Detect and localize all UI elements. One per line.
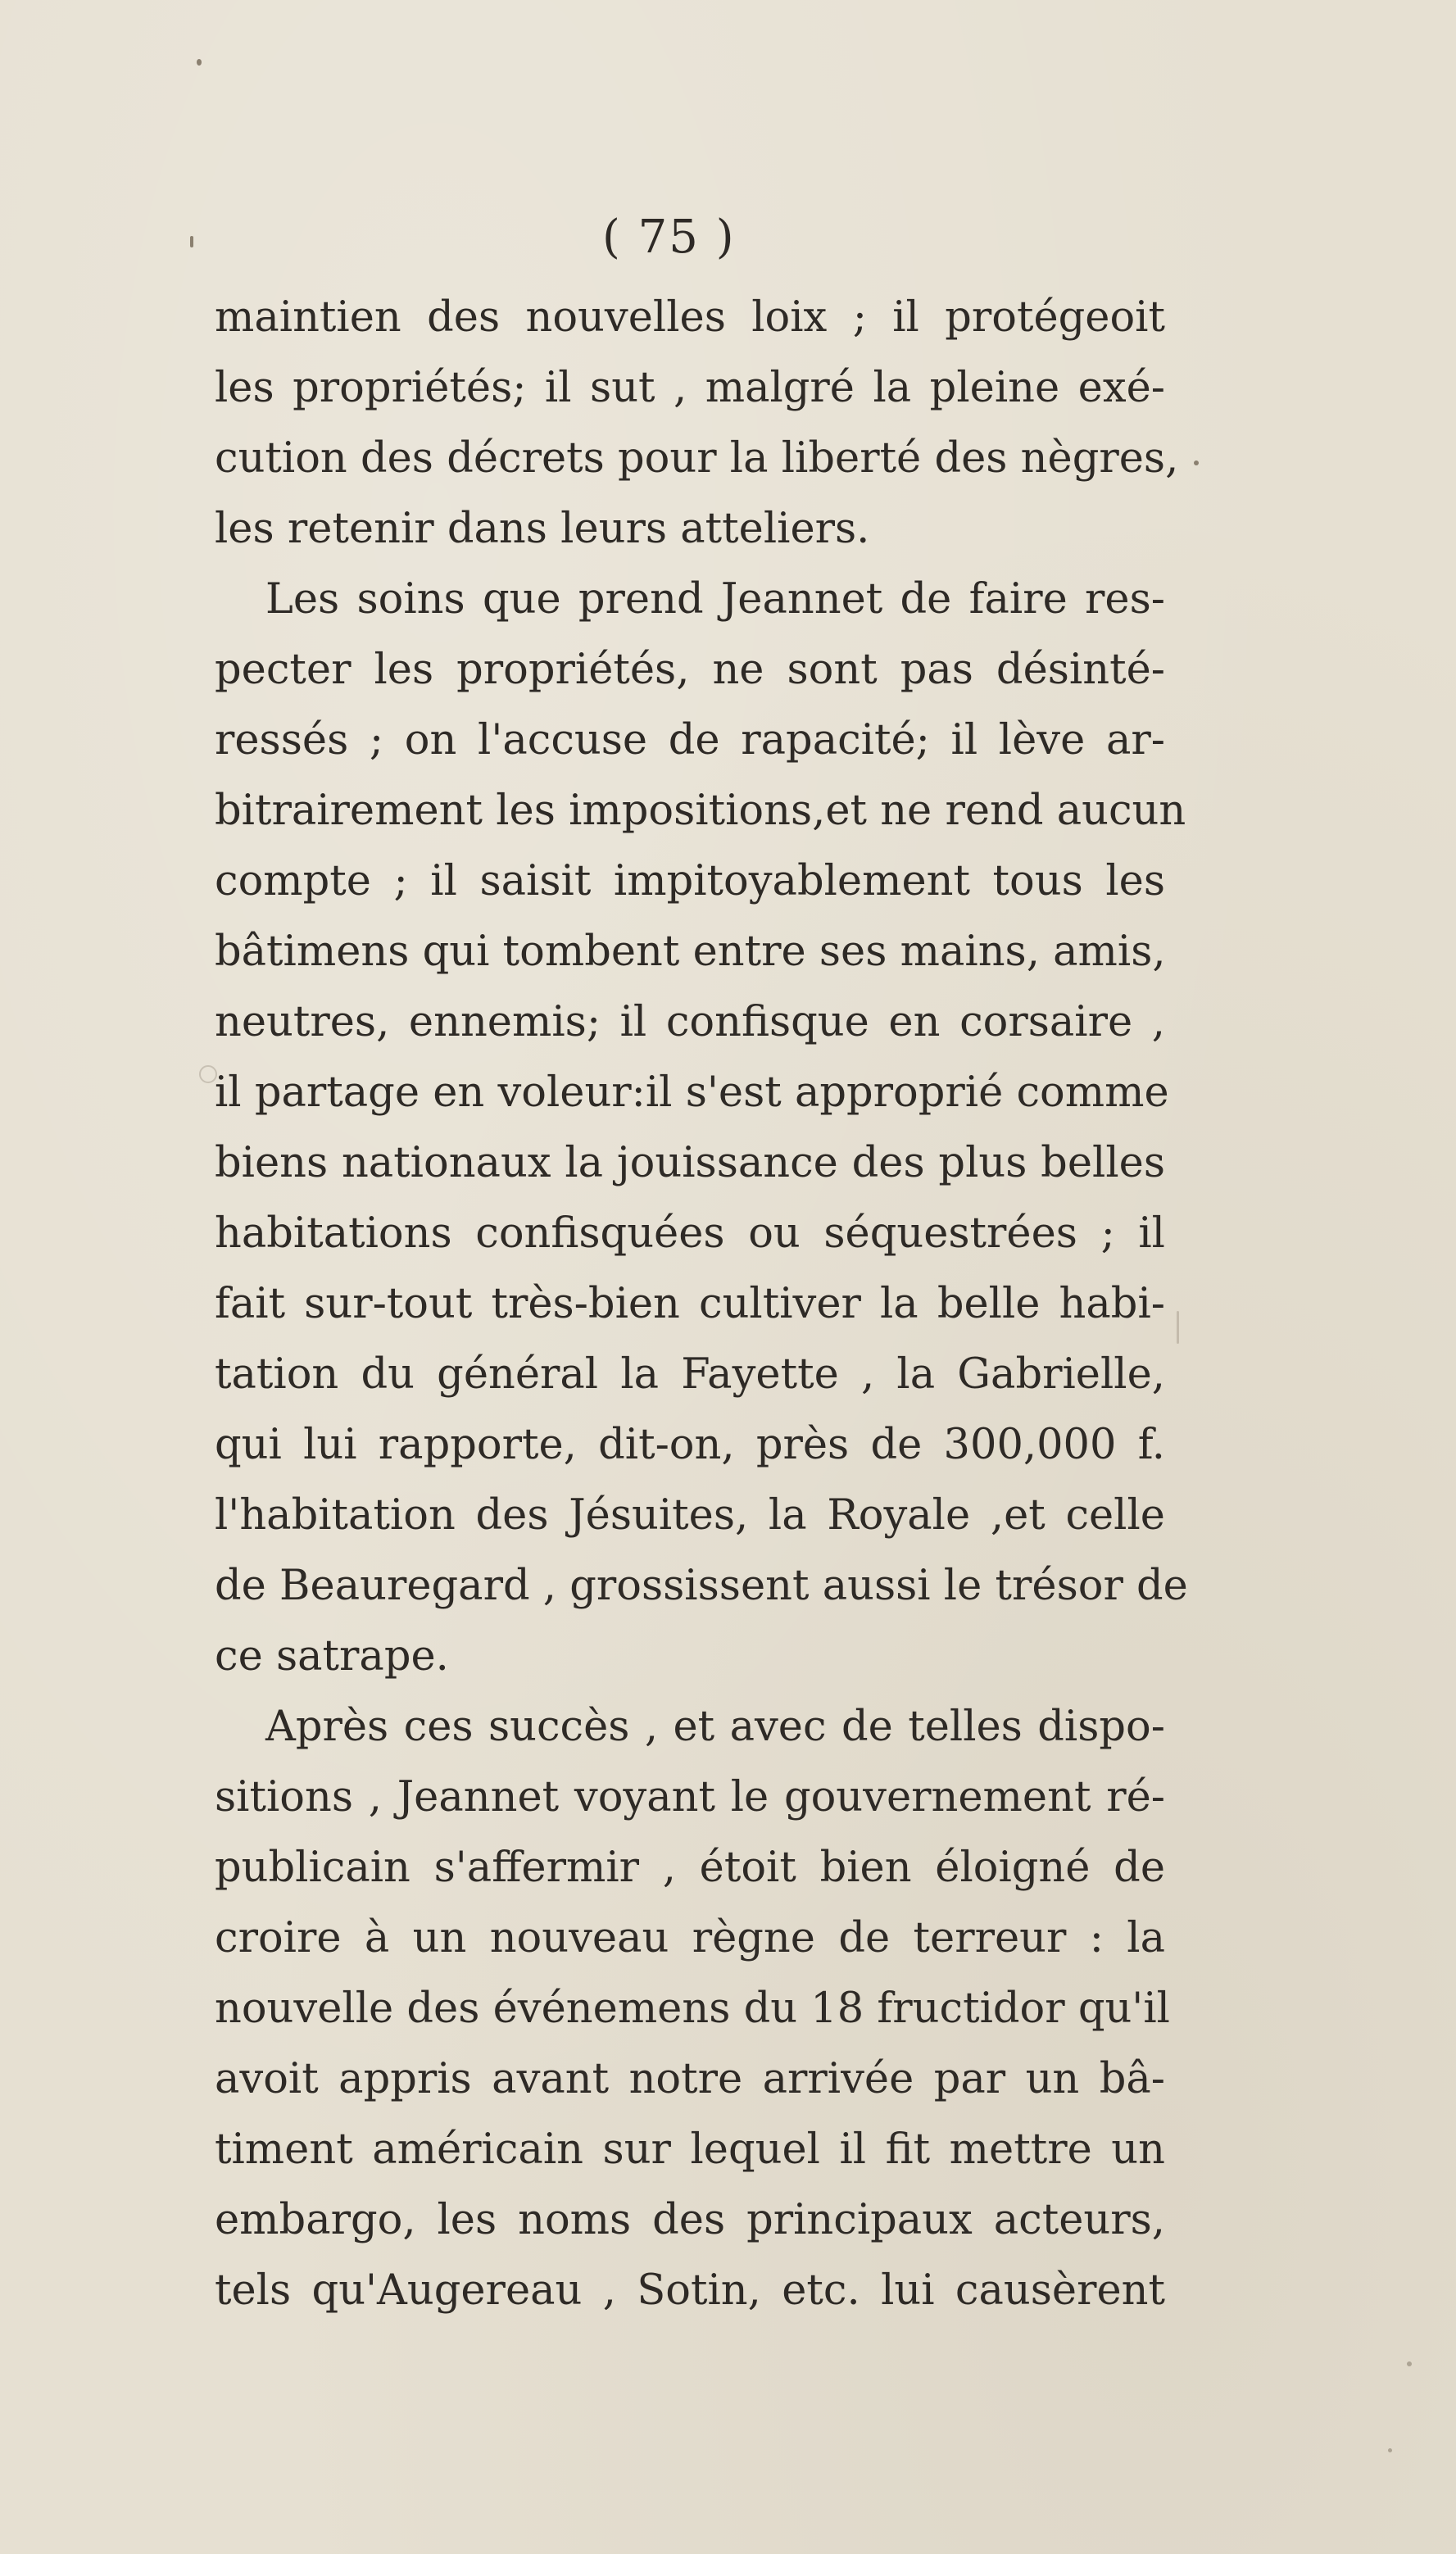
text-line: timent américain sur lequel il fit mettre un xyxy=(215,2125,1165,2174)
paper-speck xyxy=(1407,2361,1412,2366)
text-line: embargo, les noms des principaux acteurs, xyxy=(215,2196,1165,2244)
text-line: il partage en voleur:il s'est approprié comme xyxy=(215,1068,1169,1117)
text-line: bitrairement les impositions,et ne rend aucun xyxy=(215,787,1186,835)
paper-speck xyxy=(1194,460,1199,465)
text-line: bâtimens qui tombent entre ses mains, amis, xyxy=(215,928,1166,976)
page-number: ( 75 ) xyxy=(602,211,736,264)
paper-speck xyxy=(1177,1311,1179,1344)
paper-speck xyxy=(190,236,193,247)
text-line: l'habitation des Jésuites, la Royale ,et celle xyxy=(215,1491,1165,1540)
text-line: Après ces succès , et avec de telles dispo- xyxy=(265,1703,1165,1751)
text-line: les propriétés; il sut , malgré la pleine exé- xyxy=(215,364,1165,412)
text-line: cution des décrets pour la liberté des nègres, xyxy=(215,434,1179,483)
text-line: nouvelle des événemens du 18 fructidor qu'il xyxy=(215,1985,1170,2033)
text-line: les retenir dans leurs atteliers. xyxy=(215,505,870,553)
text-line: avoit appris avant notre arrivée par un bâ- xyxy=(215,2055,1165,2103)
body-text xyxy=(215,283,1188,2326)
text-line: tels qu'Augereau , Sotin, etc. lui causèrent xyxy=(215,2266,1165,2315)
text-line: maintien des nouvelles loix ; il protégeoit xyxy=(215,293,1165,342)
text-line: de Beauregard , grossissent aussi le trésor de xyxy=(215,1562,1188,1610)
text-line: biens nationaux la jouissance des plus belles xyxy=(215,1139,1165,1187)
text-line: habitations confisquées ou séquestrées ; il xyxy=(215,1209,1165,1258)
text-line: neutres, ennemis; il confisque en corsaire , xyxy=(215,998,1165,1046)
text-line: tation du général la Fayette , la Gabrielle, xyxy=(215,1350,1165,1399)
text-line: compte ; il saisit impitoyablement tous les xyxy=(215,857,1165,905)
text-line: sitions , Jeannet voyant le gouvernement ré- xyxy=(215,1773,1165,1821)
text-line: pecter les propriétés, ne sont pas désinté- xyxy=(215,646,1165,694)
text-line: Les soins que prend Jeannet de faire res- xyxy=(265,575,1165,624)
text-line: ressés ; on l'accuse de rapacité; il lève ar- xyxy=(215,716,1165,764)
text-line: ce satrape. xyxy=(215,1632,449,1681)
paper-speck xyxy=(199,1065,217,1083)
paper-speck xyxy=(197,59,202,66)
text-line: croire à un nouveau règne de terreur : la xyxy=(215,1914,1165,1962)
text-line: publicain s'affermir , étoit bien éloigné de xyxy=(215,1844,1165,1892)
text-line: fait sur-tout très-bien cultiver la belle habi- xyxy=(215,1280,1165,1328)
paper-speck xyxy=(1388,2448,1392,2452)
text-line: qui lui rapporte, dit-on, près de 300,000 f. xyxy=(215,1421,1165,1469)
